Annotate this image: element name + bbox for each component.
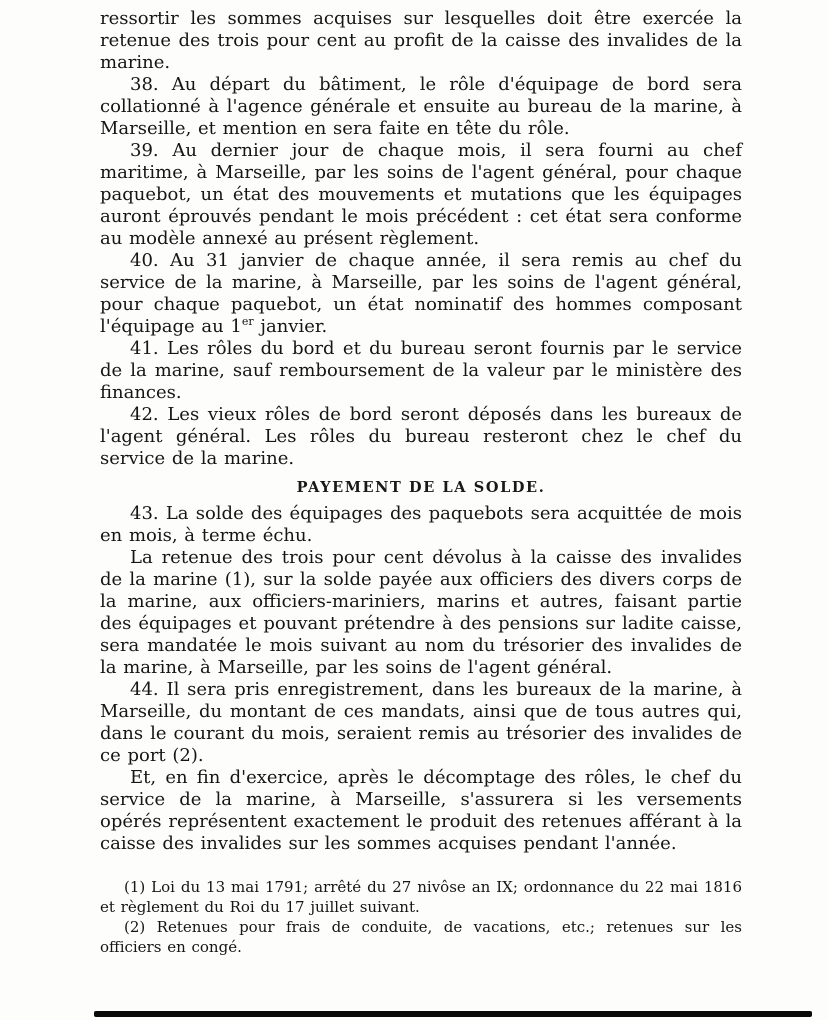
paragraph-article-44: 44. Il sera pris enregistrement, dans les bureaux de la marine, à Marseille, du montant de ces mandats, ainsi que de tous autres qui, dans le courant du mois, seraient remis au trésorier des invalides de ce port (2). <box>100 679 742 766</box>
paragraph-continuation: ressortir les sommes acquises sur lesquelles doit être exercée la retenue des trois pour cent au profit de la caisse des invalides de la marine. <box>100 8 742 73</box>
scan-edge-artifact <box>94 1011 812 1017</box>
article-40-text-end: janvier. <box>253 316 328 337</box>
paragraph-article-38: 38. Au départ du bâtiment, le rôle d'équipage de bord sera collationné à l'agence générale et ensuite au bureau de la marine, à Marseille, et mention en sera faite en tête du rôle. <box>100 74 742 139</box>
paragraph-article-40 <box>100 250 742 338</box>
paragraph-article-39: 39. Au dernier jour de chaque mois, il sera fourni au chef maritime, à Marseille, par les soins de l'agent général, pour chaque paquebot, un état des mouvements et mutations que les équipages auront éprouvés pendant le mois précédent : cet état sera conforme au modèle annexé au présent règlement. <box>100 140 742 249</box>
text-column <box>100 8 742 957</box>
footnote-2: (2) Retenues pour frais de conduite, de vacations, etc.; retenues sur les officiers en congé. <box>100 918 742 956</box>
paragraph-article-42: 42. Les vieux rôles de bord seront déposés dans les bureaux de l'agent général. Les rôles du bureau resteront chez le chef du service de la marine. <box>100 404 742 469</box>
footnotes-block <box>100 877 742 957</box>
article-40-text: 40. Au 31 janvier de chaque année, il sera remis au chef du service de la marine, à Marseille, par les soins de l'agent général, pour chaque paquebot, un état nominatif des hommes composant l'équipage au 1 <box>100 250 742 337</box>
ordinal-superscript: er <box>241 315 254 328</box>
section-heading-payement-de-la-solde: PAYEMENT DE LA SOLDE. <box>296 479 546 496</box>
paragraph-retenue: La retenue des trois pour cent dévolus à la caisse des invalides de la marine (1), sur la solde payée aux officiers des divers corps de la marine, aux officiers-mariniers, marins et autres, faisant partie des équipages et pouvant prétendre à des pensions sur ladite caisse, sera mandatée le mois suivant au nom du trésorier des invalides de la marine, à Marseille, par les soins de l'agent général. <box>100 547 742 678</box>
footnote-1: (1) Loi du 13 mai 1791; arrêté du 27 nivôse an IX; ordonnance du 22 mai 1816 et règlement du Roi du 17 juillet suivant. <box>100 878 742 916</box>
paragraph-article-41: 41. Les rôles du bord et du bureau seront fournis par le service de la marine, sauf remboursement de la valeur par le ministère des finances. <box>100 338 742 403</box>
paragraph-closing: Et, en fin d'exercice, après le décomptage des rôles, le chef du service de la marine, à Marseille, s'assurera si les versements opérés représentent exactement le produit des retenues afférant à la caisse des invalides sur les sommes acquises pendant l'année. <box>100 767 742 854</box>
paragraph-article-43: 43. La solde des équipages des paquebots sera acquittée de mois en mois, à terme échu. <box>100 503 742 546</box>
